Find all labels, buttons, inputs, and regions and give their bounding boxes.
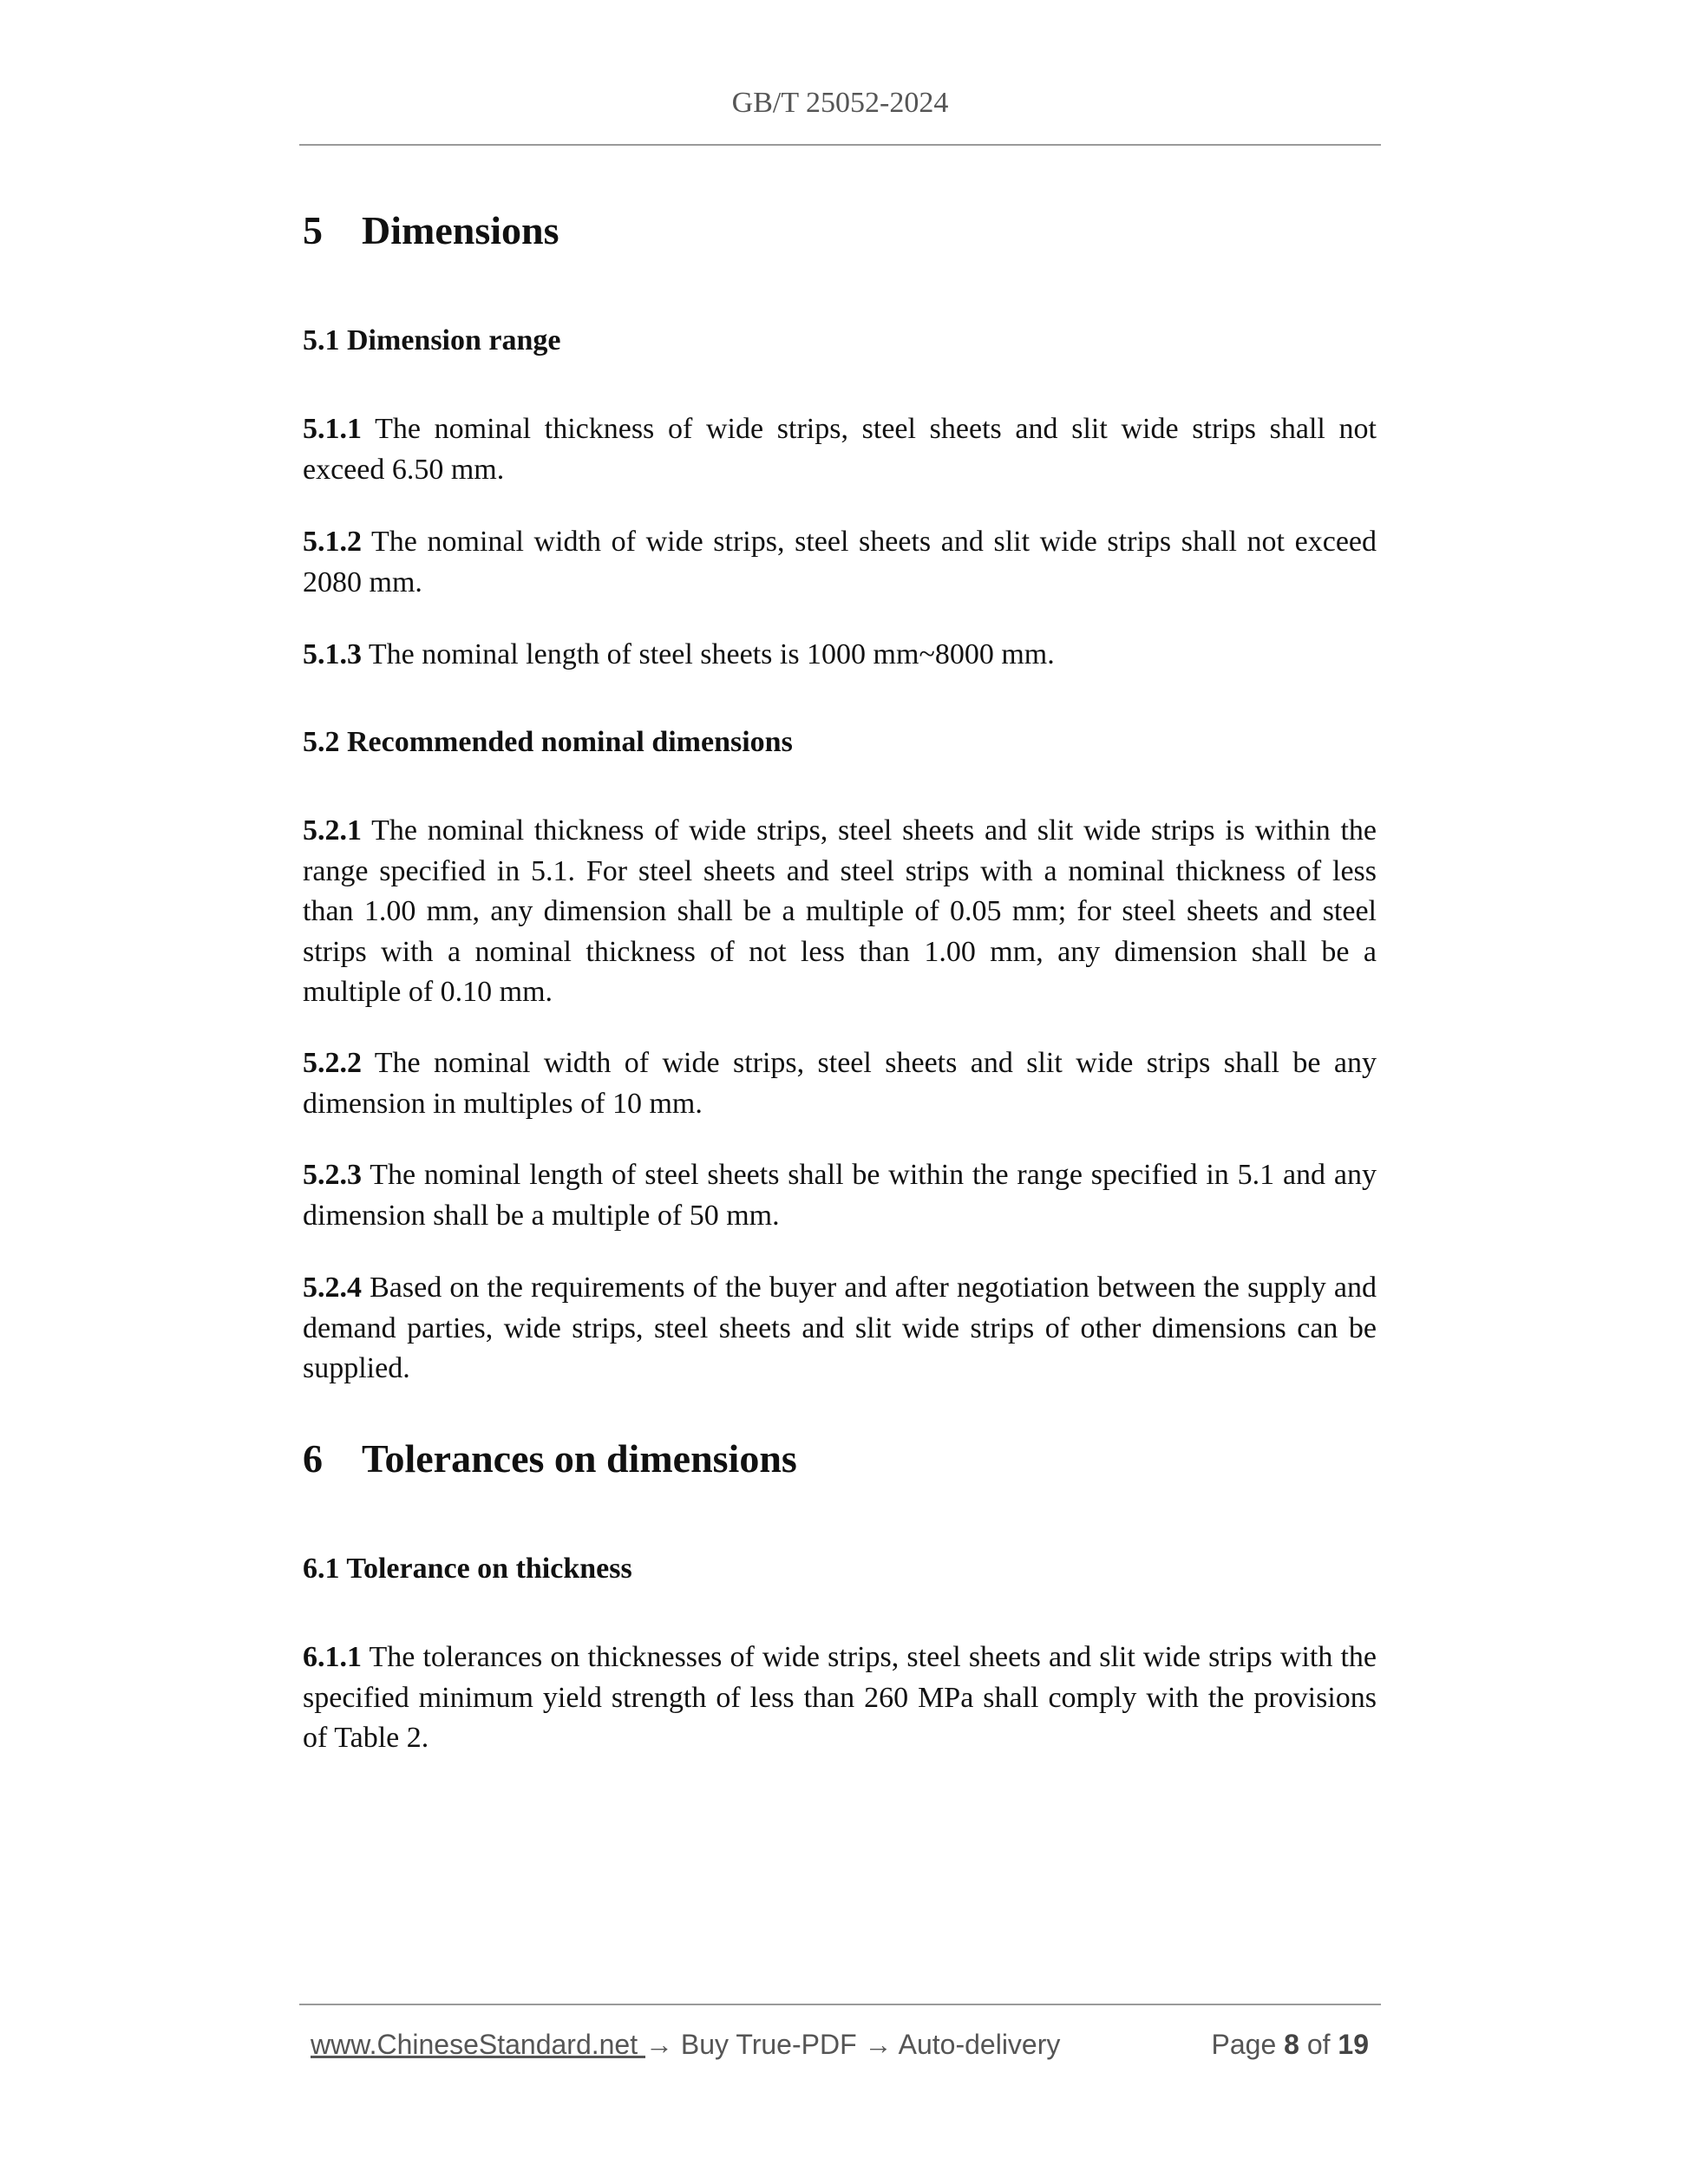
clause-text: The nominal thickness of wide strips, steel sheets and slit wide strips shall not exceed 6.50 mm. <box>303 413 1377 486</box>
clause-text: The nominal length of steel sheets is 1000 mm~8000 mm. <box>362 638 1055 670</box>
page-footer <box>311 2024 1369 2064</box>
section-5-2-heading: 5.2 Recommended nominal dimensions <box>303 726 793 758</box>
clause-number: 6.1.1 <box>303 1641 362 1673</box>
footer-divider <box>299 2004 1381 2005</box>
clause-5-2-3 <box>303 1155 1377 1236</box>
section-6-title: Tolerances on dimensions <box>362 1436 797 1481</box>
clause-number: 5.2.4 <box>303 1272 362 1304</box>
section-5-1-heading: 5.1 Dimension range <box>303 324 561 356</box>
section-5-heading <box>303 206 1377 255</box>
clause-number: 5.1.2 <box>303 526 362 558</box>
page-total: 19 <box>1338 2029 1369 2060</box>
clause-text: The nominal length of steel sheets shall be within the range specified in 5.1 and any dimension shall be a multiple of 50 mm. <box>303 1159 1377 1232</box>
clause-number: 5.1.3 <box>303 638 362 670</box>
section-5-number: 5 <box>303 208 323 252</box>
section-6-1-heading: 6.1 Tolerance on thickness <box>303 1553 632 1585</box>
page-number: 8 <box>1284 2029 1299 2060</box>
clause-number: 5.1.1 <box>303 413 362 445</box>
clause-5-1-3 <box>303 635 1377 676</box>
clause-5-1-1 <box>303 409 1377 490</box>
clause-5-2-2 <box>303 1043 1377 1124</box>
of-word: of <box>1306 2029 1331 2060</box>
section-5-title: Dimensions <box>362 208 559 252</box>
clause-number: 5.2.3 <box>303 1159 362 1191</box>
clause-5-2-4 <box>303 1268 1377 1390</box>
clause-number: 5.2.2 <box>303 1047 362 1079</box>
page-word: Page <box>1211 2029 1277 2060</box>
clause-5-2-1 <box>303 811 1377 1013</box>
clause-number: 5.2.1 <box>303 814 362 847</box>
footer-promo <box>311 2024 1060 2064</box>
page-indicator <box>1212 2024 1369 2064</box>
clause-text: The nominal width of wide strips, steel sheets and slit wide strips shall not exceed 2080 mm. <box>303 526 1377 598</box>
clause-text: The tolerances on thicknesses of wide strips, steel sheets and slit wide strips with the specified minimum yield strength of less than 260 MPa shall comply with the provisions of Table 2. <box>303 1641 1377 1754</box>
clause-text: The nominal width of wide strips, steel sheets and slit wide strips shall be any dimension in multiples of 10 mm. <box>303 1047 1377 1120</box>
header-divider <box>299 144 1381 146</box>
clause-text: The nominal thickness of wide strips, steel sheets and slit wide strips is within the range specified in 5.1. For steel sheets and steel strips with a nominal thickness of less than 1.00 mm, any dimension shall be a multiple of 0.05 mm; for steel sheets and steel strips with a nominal thickness of not less than 1.00 mm, any dimension shall be a multiple of 0.10 mm. <box>303 814 1377 1008</box>
clause-text: Based on the requirements of the buyer and after negotiation between the supply and demand parties, wide strips, steel sheets and slit wide strips of other dimensions can be supplied. <box>303 1272 1377 1384</box>
document-header: GB/T 25052-2024 <box>731 87 949 119</box>
section-6-heading <box>303 1435 1377 1483</box>
clause-5-1-2 <box>303 522 1377 603</box>
clause-6-1-1 <box>303 1638 1377 1759</box>
website-link[interactable]: www.ChineseStandard.net <box>311 2029 645 2060</box>
section-6-number: 6 <box>303 1436 323 1481</box>
footer-nav-text: → Buy True-PDF → Auto-delivery <box>645 2029 1061 2060</box>
